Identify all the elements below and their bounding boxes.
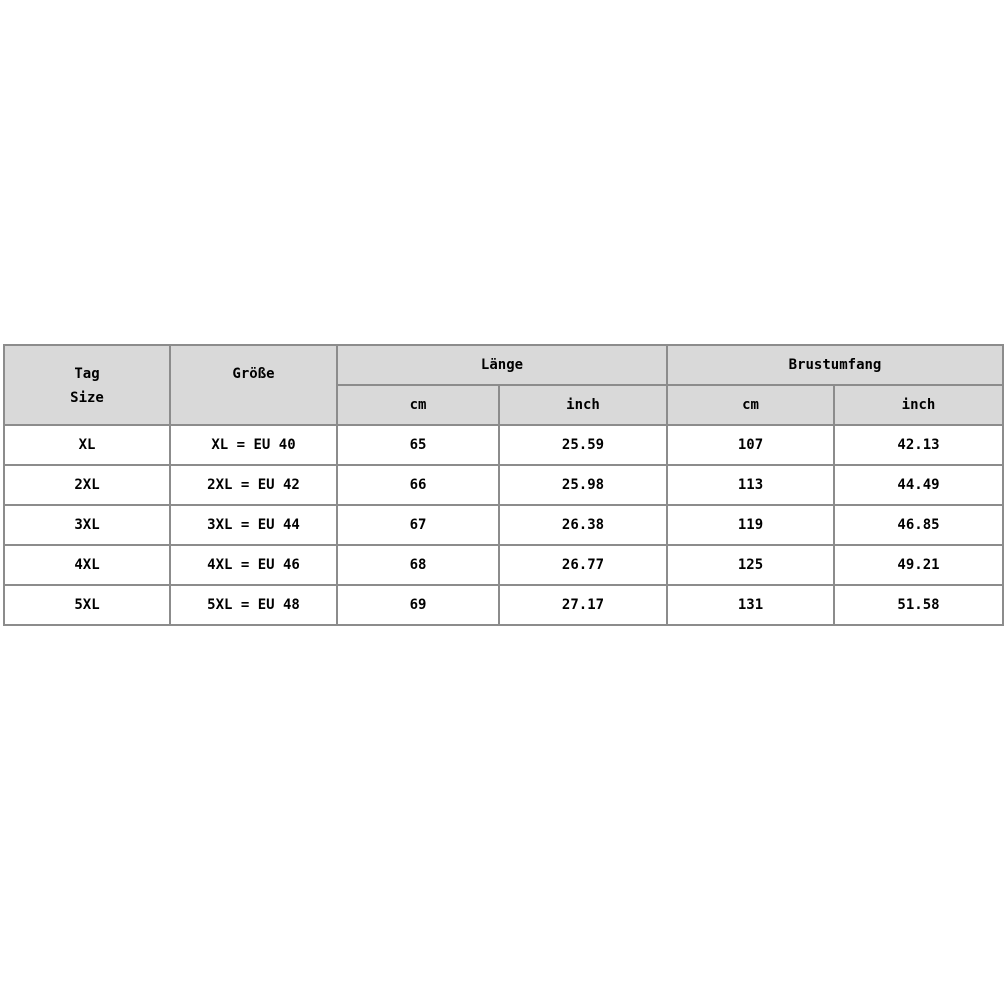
cell-brust-inch: 44.49 — [834, 465, 1003, 505]
header-brustumfang: Brustumfang — [667, 345, 1003, 385]
cell-tag: XL — [4, 425, 170, 465]
cell-groesse: 3XL = EU 44 — [170, 505, 337, 545]
table-header — [4, 345, 1003, 425]
header-groesse: Größe — [170, 345, 337, 425]
size-chart-table — [3, 344, 1004, 626]
header-laenge-inch: inch — [499, 385, 667, 425]
cell-brust-inch: 42.13 — [834, 425, 1003, 465]
header-laenge-cm: cm — [337, 385, 499, 425]
table-body — [4, 425, 1003, 625]
cell-laenge-inch: 26.38 — [499, 505, 667, 545]
cell-laenge-cm: 68 — [337, 545, 499, 585]
cell-groesse: 2XL = EU 42 — [170, 465, 337, 505]
header-laenge: Länge — [337, 345, 667, 385]
cell-laenge-inch: 25.98 — [499, 465, 667, 505]
header-tag-size — [4, 345, 170, 425]
cell-groesse: 4XL = EU 46 — [170, 545, 337, 585]
cell-brust-cm: 131 — [667, 585, 834, 625]
table-row — [4, 425, 1003, 465]
cell-brust-inch: 49.21 — [834, 545, 1003, 585]
cell-brust-cm: 125 — [667, 545, 834, 585]
cell-brust-inch: 46.85 — [834, 505, 1003, 545]
cell-groesse: XL = EU 40 — [170, 425, 337, 465]
cell-laenge-cm: 69 — [337, 585, 499, 625]
cell-brust-cm: 113 — [667, 465, 834, 505]
cell-brust-cm: 107 — [667, 425, 834, 465]
cell-laenge-cm: 65 — [337, 425, 499, 465]
cell-laenge-inch: 26.77 — [499, 545, 667, 585]
cell-laenge-inch: 27.17 — [499, 585, 667, 625]
cell-brust-inch: 51.58 — [834, 585, 1003, 625]
table-row — [4, 465, 1003, 505]
header-brust-cm: cm — [667, 385, 834, 425]
table-row — [4, 505, 1003, 545]
cell-tag: 4XL — [4, 545, 170, 585]
cell-laenge-cm: 66 — [337, 465, 499, 505]
header-size-label: Size — [70, 390, 104, 406]
cell-tag: 5XL — [4, 585, 170, 625]
cell-groesse: 5XL = EU 48 — [170, 585, 337, 625]
table-row — [4, 585, 1003, 625]
header-brust-inch: inch — [834, 385, 1003, 425]
table-row — [4, 545, 1003, 585]
cell-tag: 3XL — [4, 505, 170, 545]
header-tag-label: Tag — [74, 366, 100, 382]
cell-tag: 2XL — [4, 465, 170, 505]
cell-laenge-inch: 25.59 — [499, 425, 667, 465]
cell-brust-cm: 119 — [667, 505, 834, 545]
cell-laenge-cm: 67 — [337, 505, 499, 545]
